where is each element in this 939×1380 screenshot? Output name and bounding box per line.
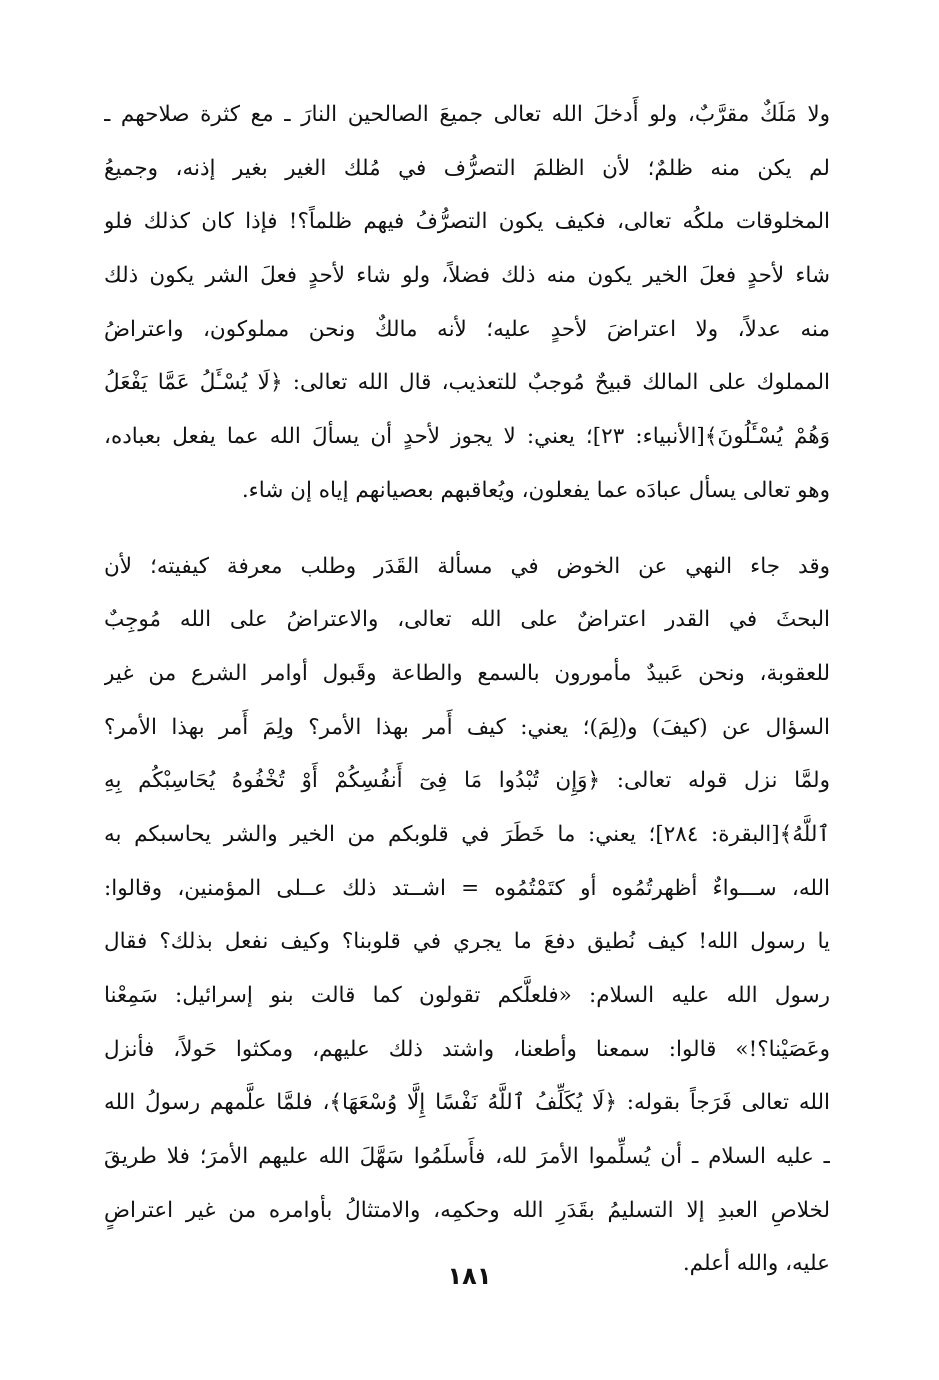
text-line: يا رسول الله! كيف نُطيق دفعَ ما يجري في قلوبنا؟ وكيف نفعل بذلك؟ فقال [104, 929, 830, 955]
text-line: المخلوقات ملكُه تعالى، فكيف يكون التصرُّفُ فيهم ظلماً؟! فإذا كان كذلك فلو [104, 209, 830, 235]
text-line: السؤال عن (كيفَ) و(لِمَ)؛ يعني: كيف أَمر بهذا الأمر؟ ولِمَ أَمر بهذا الأمر؟ [104, 714, 830, 740]
text-line: ولمَّا نزل قوله تعالى: ﴿وَإِن تُبْدُوا مَا فِىٓ أَنفُسِكُمْ أَوْ تُخْفُوهُ يُحَاسِبْكُم بِهِ [104, 768, 830, 794]
text-line: منه عدلاً، ولا اعتراضَ لأحدٍ عليه؛ لأنه مالكٌ ونحن مملوكون، واعتراضُ [104, 316, 830, 342]
text-line: وَهُمْ يُسْـَٔلُونَ﴾[الأنبياء: ٢٣]؛ يعني: لا يجوز لأحدٍ أن يسألَ الله عما يفعل بعباده، [104, 424, 830, 450]
text-line: رسول الله عليه السلام: «فلعلَّكم تقولون كما قالت بنو إسرائيل: سَمِعْنا [104, 983, 830, 1008]
text-line: لم يكن منه ظلمٌ؛ لأن الظلمَ التصرُّف في مُلك الغير بغير إذنه، وجميعُ [104, 155, 830, 181]
text-line: البحثَ في القدر اعتراضٌ على الله تعالى، والاعتراضُ على الله مُوجِبٌ [104, 607, 830, 633]
text-line: عليه، والله أعلم. [682, 1251, 830, 1277]
text-line: وهو تعالى يسأل عبادَه عما يفعلون، ويُعاقبهم بعصيانهم إياه إن شاء. [241, 477, 830, 503]
text-line: ـ عليه السلام ـ أن يُسلِّموا الأمرَ لله، فأَسلَمُوا سَهَّلَ الله عليهم الأمرَ؛ فلا طريقَ [104, 1144, 830, 1170]
paragraph-1 [104, 88, 830, 518]
text-line: الله، ســـواءٌ أظهرتُمُوه أو كتَمْتُمُوه = اشــتد ذلك عــلى المؤمنين، وقالوا: [104, 875, 830, 901]
text-line: الله تعالى فَرَجاً بقوله: ﴿لَا يُكَلِّفُ ٱللَّهُ نَفْسًا إِلَّا وُسْعَهَا﴾، فلمَّا علَّمهم رسولُ الله [104, 1090, 830, 1116]
text-line: للعقوبة، ونحن عَبيدٌ مأمورون بالسمع والطاعة وقَبول أوامر الشرع من غير [104, 660, 830, 686]
text-line: شاء لأحدٍ فعلَ الخير يكون منه ذلك فضلاً، ولو شاء لأحدٍ فعلَ الشر يكون ذلك [104, 263, 830, 289]
text-line: ولا مَلَكٌ مقرَّبٌ، ولو أَدخلَ الله تعالى جميعَ الصالحين النارَ ـ مع كثرة صلاحهم ـ [104, 102, 830, 127]
text-line: لخلاصِ العبدِ إلا التسليمُ بقَدَرِ الله وحكمِه، والامتثالُ بأوامره من غير اعتراضٍ [104, 1197, 830, 1223]
text-line: وعَصَيْنا؟!» قالوا: سمعنا وأطعنا، واشتد ذلك عليهم، ومكثوا حَولاً، فأنزل [104, 1036, 830, 1062]
text-line: وقد جاء النهي عن الخوض في مسألة القَدَر وطلب معرفة كيفيته؛ لأن [104, 553, 830, 579]
text-line: ٱللَّهُ﴾[البقرة: ٢٨٤]؛ يعني: ما خَطَرَ في قلوبكم من الخير والشر يحاسبكم به [104, 821, 830, 847]
paragraph-gap [104, 518, 830, 540]
paragraph-2 [104, 540, 830, 1292]
page-number: ١٨١ [447, 1262, 492, 1290]
text-line: المملوك على المالك قبيحٌ مُوجبٌ للتعذيب، قال الله تعالى: ﴿لَا يُسْـَٔلُ عَمَّا يَفْعَلُ [104, 370, 830, 396]
body-text [104, 88, 830, 1291]
